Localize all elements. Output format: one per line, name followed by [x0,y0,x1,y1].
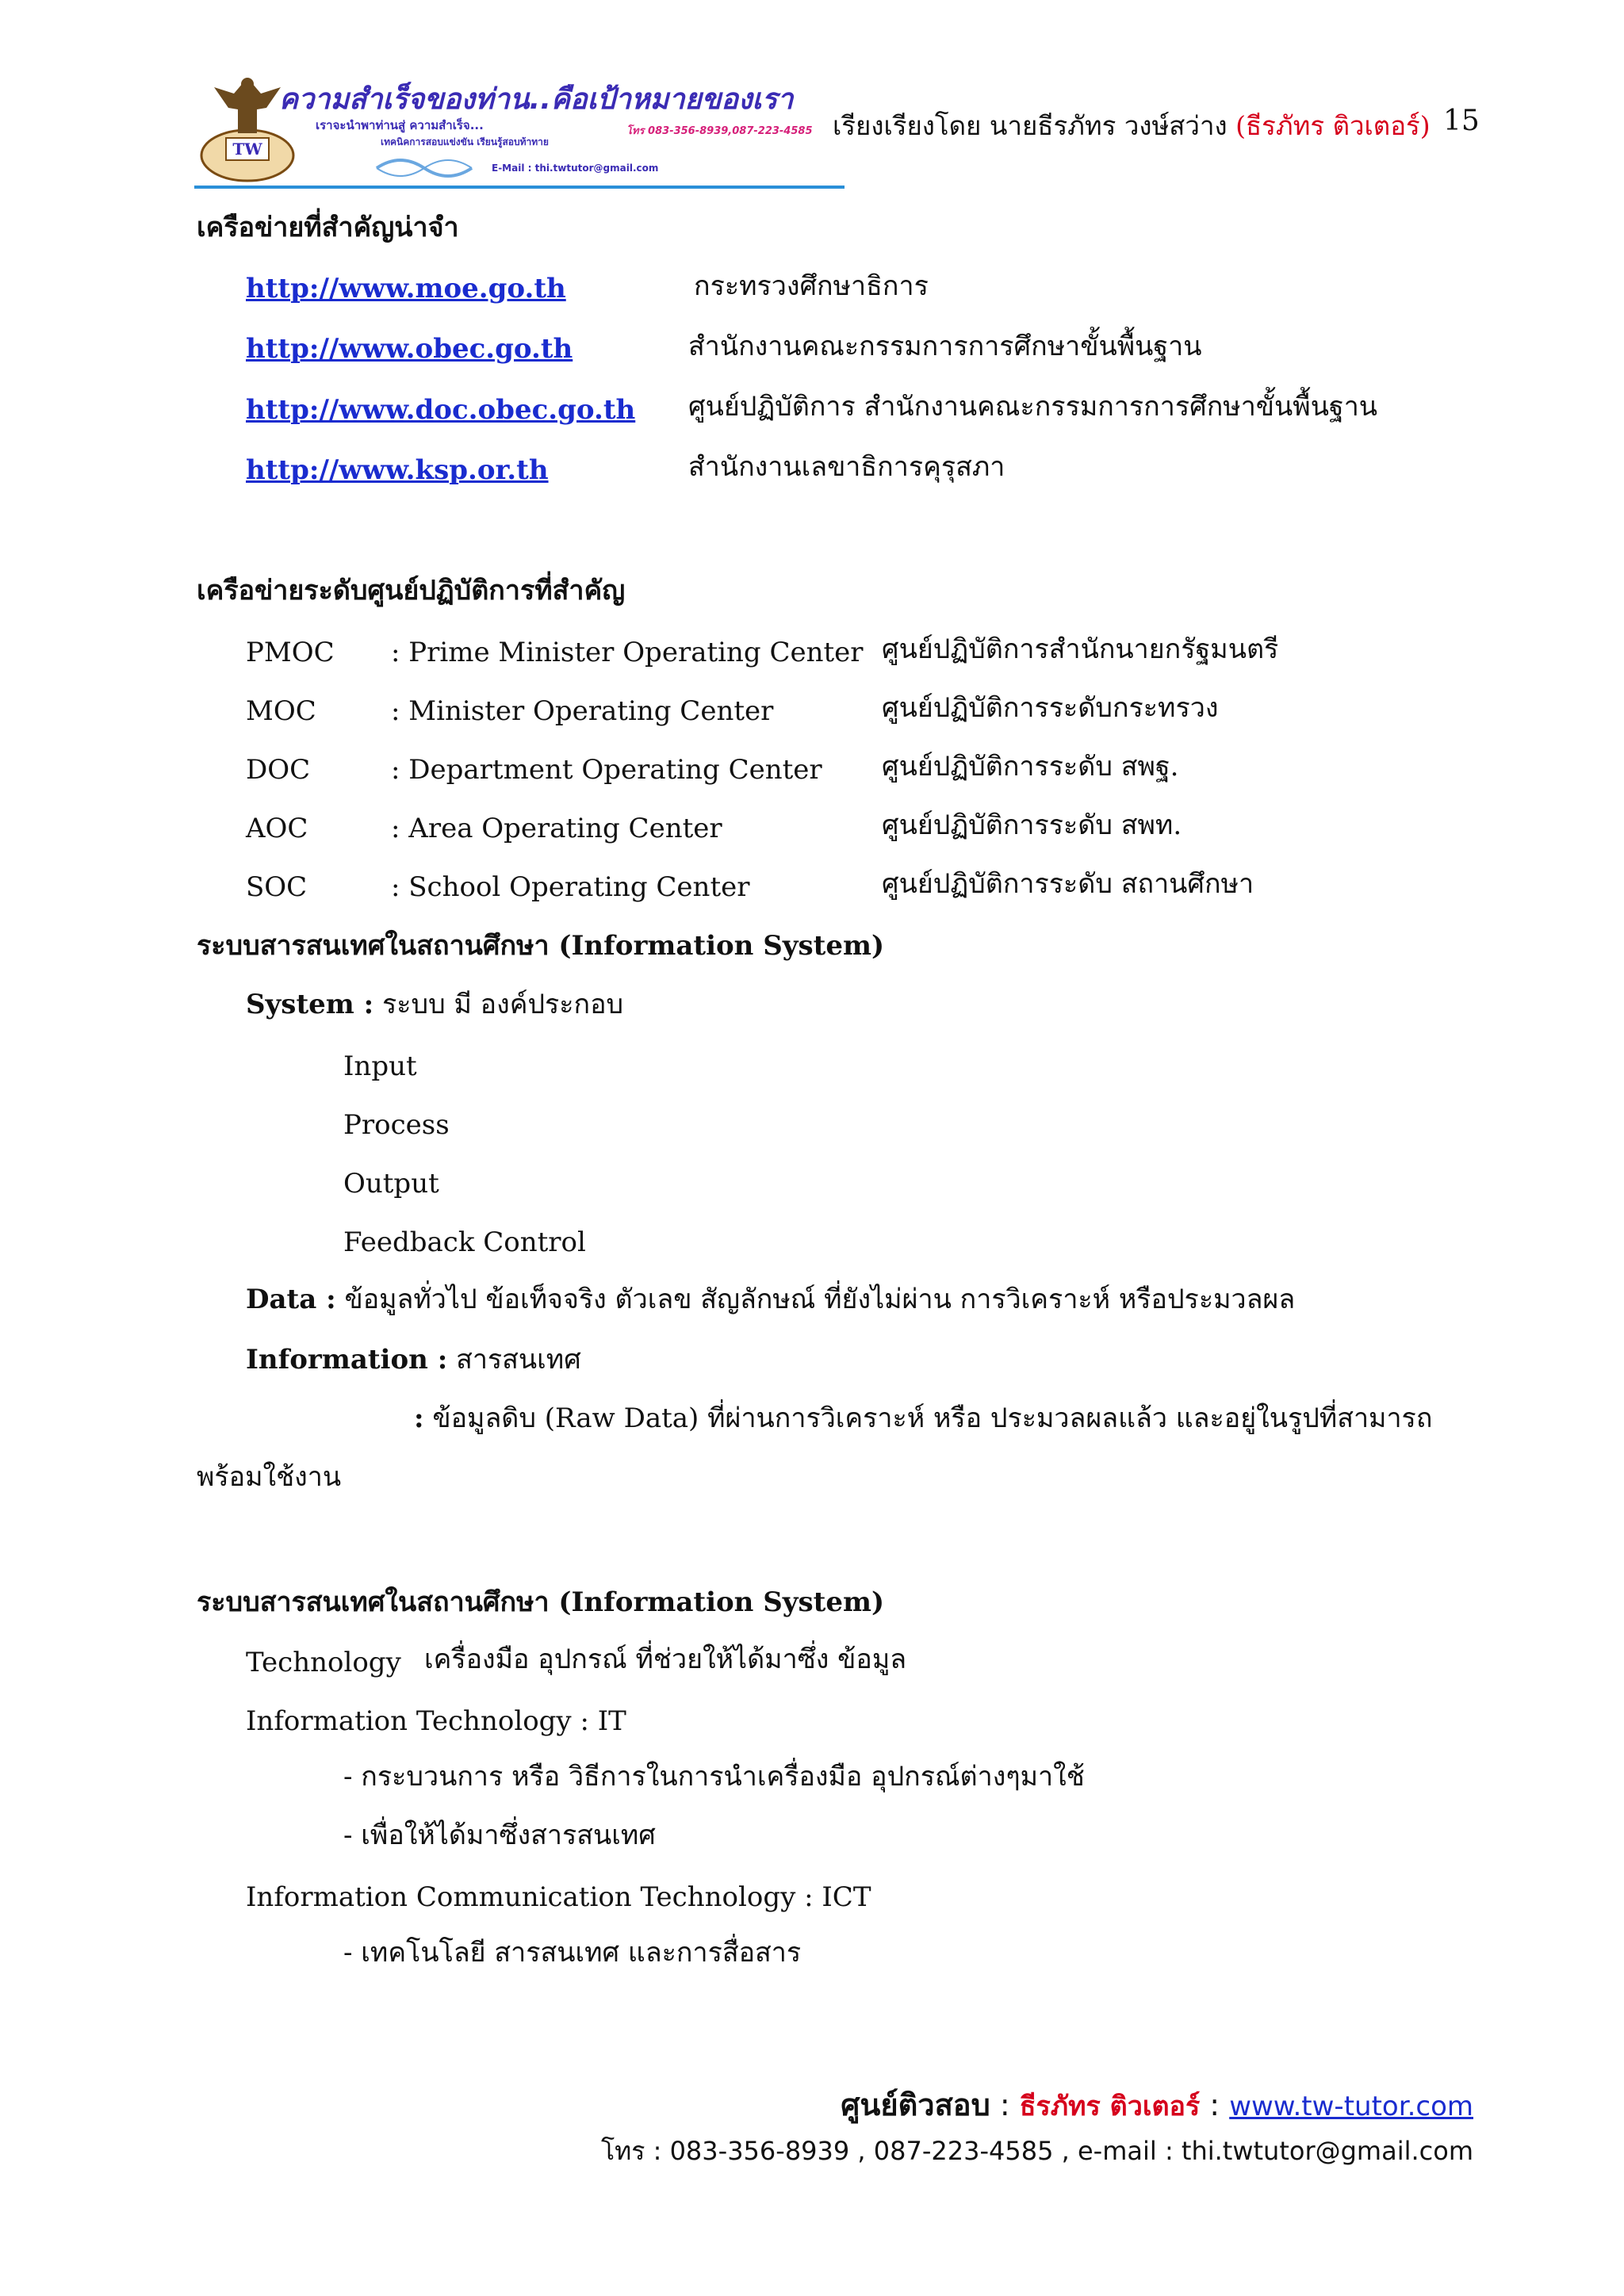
desc-doc-obec: ศูนย์ปฏิบัติการ สำนักงานคณะกรรมการการศึกษาขั้นพื้นฐาน [688,391,1378,423]
desc-obec: สำนักงานคณะกรรมการการศึกษาขั้นพื้นฐาน [688,331,1202,362]
information-label: Information : [246,1344,448,1376]
banner-email: E-Mail : thi.twtutor@gmail.com [492,163,659,174]
section-title-operating-centers: เครือข่ายระดับศูนย์ปฏิบัติการที่สำคัญ [197,575,626,607]
abbr-pmoc: PMOC [246,637,335,668]
full-aoc: : Area Operating Center [391,813,722,844]
thai-pmoc: ศูนย์ปฏิบัติการสำนักนายกรัฐมนตรี [882,633,1279,665]
footer-sep-1: : [990,2087,1020,2122]
desc-moe: กระทรวงศึกษาธิการ [694,270,929,302]
thai-soc: ศูนย์ปฏิบัติการระดับ สถานศึกษา [882,868,1254,900]
information-def-text: ข้อมูลดิบ (Raw Data) ที่ผ่านการวิเคราะห์ หรือ ประมวลผลแล้ว และอยู่ในรูปที่สามารถ [423,1402,1433,1434]
full-soc: : School Operating Center [391,871,750,903]
system-label: System : [246,989,374,1020]
data-label: Data : [246,1284,336,1315]
component-process: Process [343,1109,450,1141]
banner-title: ความสำเร็จของท่าน..คือเป้าหมายของเรา [279,83,794,116]
footer-center: ศูนย์ติวสอบ [841,2087,990,2122]
footer-website-link[interactable]: www.tw-tutor.com [1229,2091,1473,2122]
technology-label: Technology [246,1647,401,1678]
link-ksp[interactable]: http://www.ksp.or.th [246,454,549,486]
section-title-networks: เครือข่ายที่สำคัญน่าจำ [197,212,459,243]
abbr-soc: SOC [246,871,308,903]
system-text: ระบบ มี องค์ประกอบ [373,989,624,1020]
link-moe[interactable]: http://www.moe.go.th [246,273,566,304]
information-text: สารสนเทศ [447,1344,581,1376]
banner-phone: โทร 083-356-8939,087-223-4585 [626,125,813,137]
information-definition-cont: พร้อมใช้งาน [197,1461,342,1493]
system-row [246,991,623,1018]
thai-doc: ศูนย์ปฏิบัติการระดับ สพฐ. [882,751,1179,783]
logo-text: TW [232,140,262,159]
component-input: Input [343,1050,417,1082]
header-author [833,105,1431,147]
it-label: Information Technology : IT [246,1705,626,1737]
full-pmoc: : Prime Minister Operating Center [391,637,864,668]
abbr-doc: DOC [246,754,311,786]
ict-item-1: - เทคโนโลยี สารสนเทศ และการสื่อสาร [343,1937,802,1969]
author-alias: (ธีรภัทร ติวเตอร์) [1235,110,1431,141]
section-title-info-system-2: ระบบสารสนเทศในสถานศึกษา (Information System) [197,1586,885,1618]
it-item-2: - เพื่อให้ได้มาซึ่งสารสนเทศ [343,1820,656,1851]
link-doc-obec[interactable]: http://www.doc.obec.go.th [246,394,636,426]
header-rule [194,186,845,189]
page-number: 15 [1443,105,1480,137]
desc-ksp: สำนักงานเลขาธิการคุรุสภา [688,451,1005,483]
component-output: Output [343,1168,439,1200]
footer-contact: โทร : 083-356-8939 , 087-223-4585 , e-mail : thi.twtutor@gmail.com [600,2136,1473,2166]
author-name: เรียงเรียงโดย นายธีรภัทร วงษ์สว่าง [833,110,1236,141]
footer-brand [841,2080,1473,2129]
information-row [246,1344,581,1376]
thai-aoc: ศูนย์ปฏิบัติการระดับ สพท. [882,809,1182,841]
ict-label: Information Communication Technology : ICT [246,1881,871,1913]
component-feedback-control: Feedback Control [343,1226,586,1258]
footer-name: ธีรภัทร ติวเตอร์ [1019,2091,1201,2122]
banner-subtitle-2: เทคนิคการสอบแข่งขัน เรียนรู้สอบท้าทาย [381,136,549,147]
thai-moc: ศูนย์ปฏิบัติการระดับกระทรวง [882,692,1219,724]
information-def-colon: : [414,1402,424,1434]
full-doc: : Department Operating Center [391,754,822,786]
technology-text: เครื่องมือ อุปกรณ์ ที่ช่วยให้ได้มาซึ่ง ข้อมูล [424,1644,907,1675]
information-definition [414,1402,1433,1434]
link-obec[interactable]: http://www.obec.go.th [246,333,573,365]
banner-subtitle: เราจะนำพาท่านสู่ ความสำเร็จ... [316,118,484,132]
footer-sep-2: : [1200,2087,1230,2122]
abbr-aoc: AOC [246,813,308,844]
section-title-info-system: ระบบสารสนเทศในสถานศึกษา (Information System) [197,930,885,962]
data-row [246,1286,1295,1313]
data-text: ข้อมูลทั่วไป ข้อเท็จจริง ตัวเลข สัญลักษณ์ ที่ยังไม่ผ่าน การวิเคราะห์ หรือประมวลผล [335,1284,1296,1315]
it-item-1: - กระบวนการ หรือ วิธีการในการนำเครื่องมือ อุปกรณ์ต่างๆมาใช้ [343,1761,1085,1793]
full-moc: : Minister Operating Center [391,695,774,727]
ribbon-ornament-icon [373,152,476,184]
abbr-moc: MOC [246,695,316,727]
